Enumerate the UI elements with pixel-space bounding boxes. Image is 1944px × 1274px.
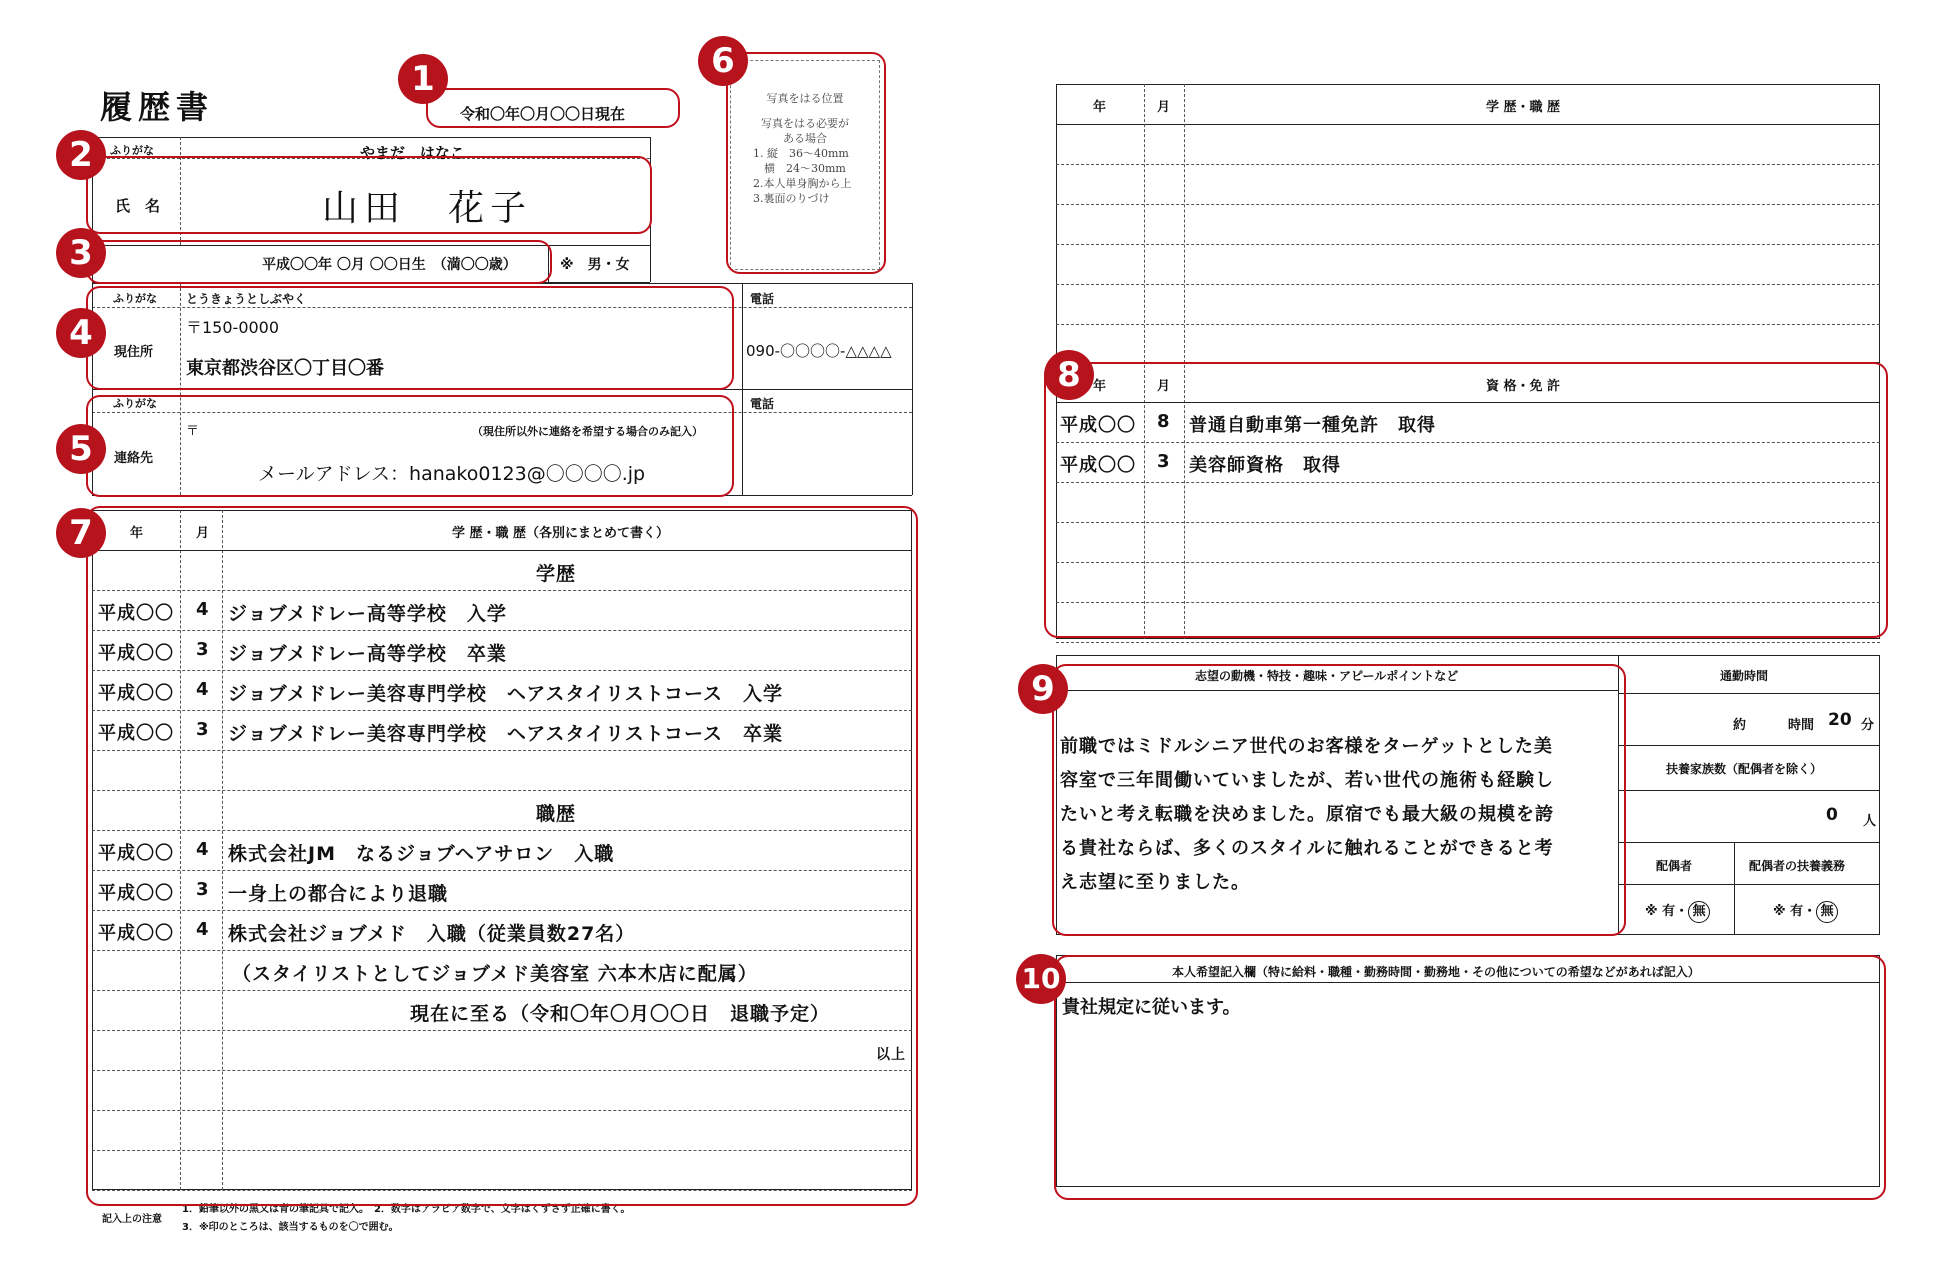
address-postal[interactable]: 〒150-0000 [186, 318, 280, 337]
highlight-history [86, 506, 918, 1206]
history-year: 平成〇〇 [98, 923, 174, 944]
row-line [1056, 642, 1880, 643]
contact-phone-label: 電話 [750, 397, 775, 411]
resume-title: 履歴書 [100, 88, 215, 126]
history-text: 職歴 [536, 803, 577, 825]
commute-minutes-label: 分 [1861, 718, 1875, 733]
motivation-line: たいと考え転職を決めました。原宿でも最大級の規模を誇 [1060, 804, 1554, 825]
badge-10: 10 [1016, 954, 1066, 1004]
selected-circle: 無 [1816, 901, 1838, 923]
history2-col-content: 学 歴・職 歴 [1486, 100, 1561, 115]
motivation-line: 容室で三年間働いていましたが、若い世代の施術も経験し [1060, 770, 1554, 791]
license-year: 平成〇〇 [1060, 455, 1136, 476]
commute-minutes[interactable]: 20 [1828, 710, 1852, 730]
history-year: 平成〇〇 [98, 723, 174, 744]
address-phone-label: 電話 [750, 292, 775, 306]
dependents-label: 扶養家族数（配偶者を除く） [1666, 762, 1823, 776]
badge-3: 3 [56, 228, 106, 278]
history-month: 4 [196, 919, 210, 940]
badge-2: 2 [56, 130, 106, 180]
history-month: 3 [196, 879, 210, 900]
history2-col-month: 月 [1157, 100, 1171, 115]
license-text: 美容師資格 取得 [1189, 455, 1341, 476]
photo-line: ある場合 [783, 132, 827, 145]
name-label: 氏 名 [115, 197, 161, 215]
contact-postal[interactable]: 〒 [186, 424, 200, 439]
contact-note: （現住所以外に連絡を希望する場合のみ記入） [472, 425, 703, 438]
history2-col-year: 年 [1093, 100, 1107, 115]
commute-approx: 約 [1733, 718, 1747, 733]
gender-field[interactable]: ※ 男・女 [560, 257, 630, 273]
history-year: 平成〇〇 [98, 683, 174, 704]
motivation-label: 志望の動機・特技・趣味・アピールポイントなど [1195, 669, 1459, 683]
contact-furigana-label: ふりがな [113, 397, 157, 410]
notes-line-2: 3．※印のところは、該当するものを〇で囲む。 [182, 1222, 399, 1233]
highlight-name [86, 156, 652, 234]
history-month: 3 [196, 639, 210, 660]
history-col-content: 学 歴・職 歴（各別にまとめて書く） [452, 526, 670, 541]
highlight-birth [86, 240, 552, 284]
name-furigana-label: ふりがな [110, 144, 154, 157]
badge-9: 9 [1018, 664, 1068, 714]
badge-5: 5 [56, 424, 106, 474]
licenses-col-content: 資 格・免 許 [1486, 379, 1561, 394]
motivation-line: え志望に至りました。 [1060, 872, 1250, 893]
highlight-contact [86, 395, 734, 497]
history-month: 4 [196, 599, 210, 620]
highlight-licenses [1044, 362, 1888, 638]
history-year: 平成〇〇 [98, 643, 174, 664]
commute-label: 通勤時間 [1720, 669, 1769, 683]
history-text: ジョブメドレー美容専門学校 ヘアスタイリストコース 入学 [228, 683, 784, 705]
row-line [1056, 204, 1880, 205]
highlight-date [426, 88, 680, 128]
badge-8: 8 [1044, 350, 1094, 400]
spouse-support-option[interactable]: ※ 有・ 無 [1773, 900, 1838, 923]
history-year: 平成〇〇 [98, 883, 174, 904]
dependents-unit: 人 [1863, 814, 1877, 829]
name-furigana[interactable]: やまだ はなこ [360, 144, 466, 162]
license-text: 普通自動車第一種免許 取得 [1189, 415, 1436, 436]
request-label: 本人希望記入欄（特に給料・職種・勤務時間・勤務地・その他についての希望などがあれば記入） [1172, 965, 1700, 979]
badge-4: 4 [56, 308, 106, 358]
history-text: 学歴 [536, 563, 577, 585]
history-month: 4 [196, 679, 210, 700]
license-year: 平成〇〇 [1060, 415, 1136, 436]
spouse-label: 配偶者 [1656, 859, 1693, 873]
request-value[interactable]: 貴社規定に従います。 [1062, 997, 1241, 1018]
address-label: 現住所 [114, 345, 154, 360]
row-line [1056, 164, 1880, 165]
history-text: ジョブメドレー高等学校 卒業 [228, 643, 507, 665]
highlight-photo [726, 52, 886, 274]
badge-7: 7 [56, 508, 106, 558]
photo-line: 横 24〜30mm [753, 162, 846, 175]
notes-line-1: 1．鉛筆以外の黒又は青の筆記具で記入。 2．数字はアラビア数字で、文字はくずさず正確に書く。 [182, 1204, 631, 1215]
license-month: 8 [1157, 411, 1171, 432]
contact-email[interactable]: メールアドレス：hanako0123@〇〇〇〇.jp [258, 463, 646, 485]
license-month: 3 [1157, 451, 1171, 472]
history-text: （スタイリストとしてジョブメド美容室 六本木店に配属） [232, 963, 758, 985]
address-phone[interactable]: 090-〇〇〇〇-△△△△ [746, 342, 892, 360]
history-text: ジョブメドレー高等学校 入学 [228, 603, 507, 625]
contact-label: 連絡先 [114, 451, 154, 466]
history-month: 4 [196, 839, 210, 860]
history-col-month: 月 [196, 526, 210, 541]
address-value[interactable]: 東京都渋谷区〇丁目〇番 [186, 358, 384, 379]
history-col-year: 年 [130, 526, 144, 541]
row-line [1056, 244, 1880, 245]
spouse-support-label: 配偶者の扶養義務 [1749, 859, 1846, 873]
photo-line: 写真をはる位置 [766, 92, 844, 105]
history-year: 平成〇〇 [98, 843, 174, 864]
history-text: 株式会社ジョブメド 入職（従業員数27名） [228, 923, 636, 945]
spouse-option[interactable]: ※ 有・ 無 [1645, 900, 1710, 923]
history-year: 平成〇〇 [98, 603, 174, 624]
dependents-value[interactable]: 0 [1826, 805, 1838, 825]
licenses-col-month: 月 [1157, 379, 1171, 394]
history-month: 3 [196, 719, 210, 740]
highlight-request [1054, 955, 1886, 1200]
history-text: ジョブメドレー美容専門学校 ヘアスタイリストコース 卒業 [228, 723, 784, 745]
row-line [1056, 284, 1880, 285]
selected-circle: 無 [1688, 901, 1710, 923]
address-furigana[interactable]: とうきょうとしぶやく [186, 292, 307, 306]
badge-1: 1 [398, 54, 448, 104]
commute-hours-label: 時間 [1788, 718, 1815, 733]
address-furigana-label: ふりがな [113, 292, 157, 305]
history-text: 現在に至る（令和〇年〇月〇〇日 退職予定） [410, 1003, 831, 1025]
photo-line: 3.裏面のりづけ [753, 192, 830, 205]
photo-line: 2.本人単身胸から上 [753, 177, 852, 190]
highlight-address [86, 286, 734, 390]
licenses-col-year: 年 [1093, 379, 1107, 394]
motivation-line: 前職ではミドルシニア世代のお客様をターゲットとした美 [1060, 736, 1553, 757]
motivation-line: る貴社ならば、多くのスタイルに触れることができると考 [1060, 838, 1554, 859]
birth-date[interactable]: 平成〇〇年 〇月 〇〇日生 （満〇〇歳） [262, 257, 517, 273]
photo-line: 1. 縦 36〜40mm [753, 147, 849, 160]
name-value[interactable]: 山田 花子 [322, 188, 533, 229]
history-text: 以上 [876, 1047, 906, 1063]
photo-line: 写真をはる必要が [761, 117, 849, 130]
date-field[interactable]: 令和〇年〇月〇〇日現在 [460, 105, 626, 123]
history-text: 株式会社JM なるジョブヘアサロン 入職 [228, 843, 615, 865]
row-line [1056, 324, 1880, 325]
badge-6: 6 [698, 36, 748, 86]
highlight-motivation [1052, 664, 1626, 936]
notes-label: 記入上の注意 [102, 1214, 162, 1225]
history-text: 一身上の都合により退職 [228, 883, 449, 905]
